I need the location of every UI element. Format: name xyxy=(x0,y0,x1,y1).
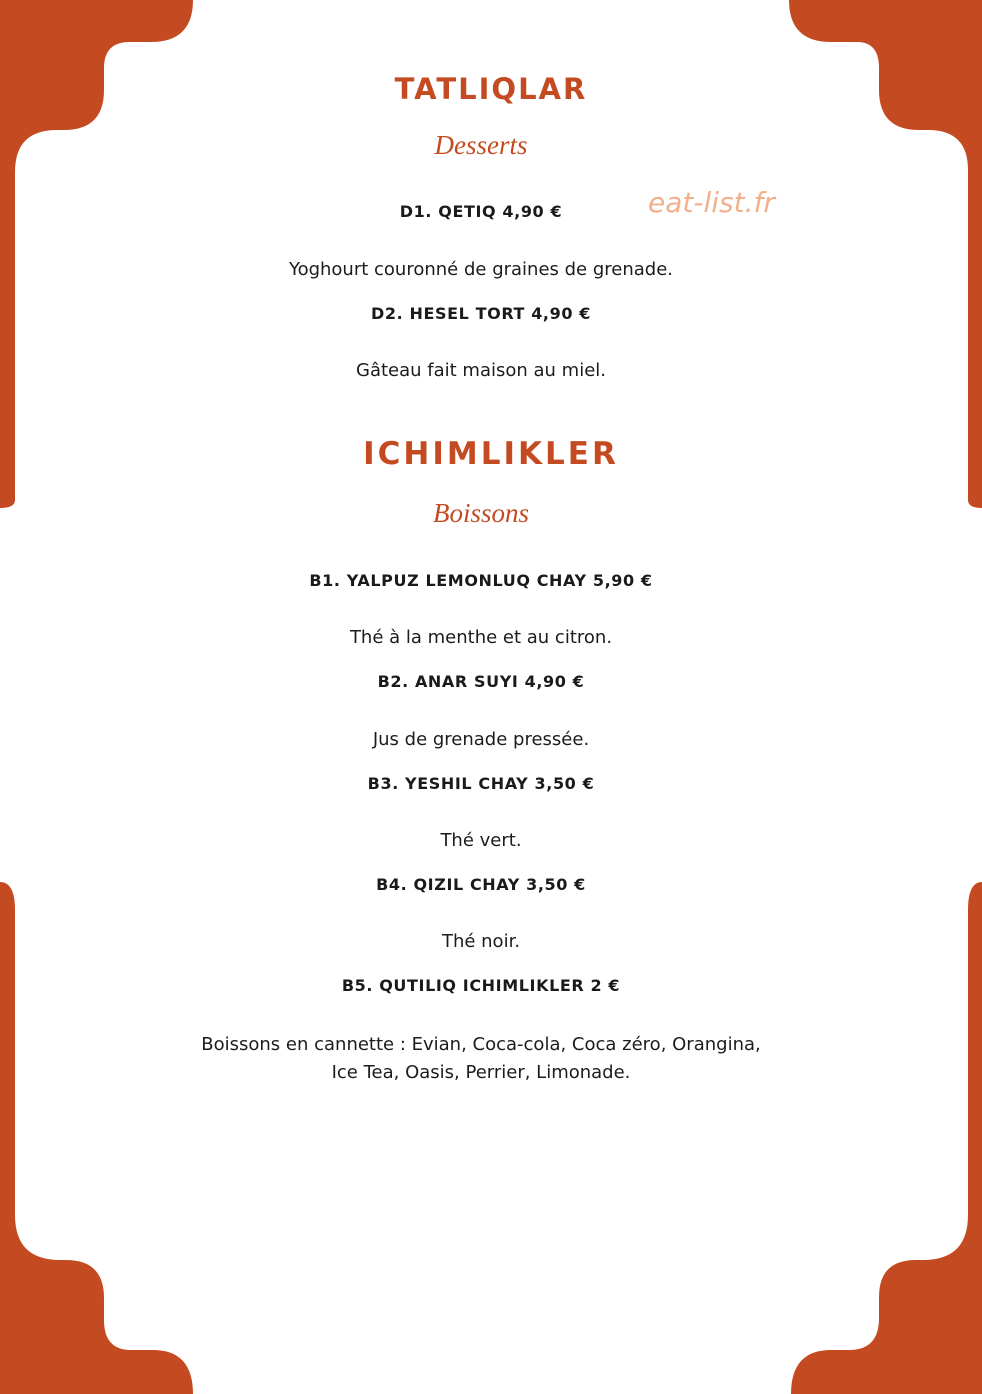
menu-item-description-line-2: Ice Tea, Oasis, Perrier, Limonade. xyxy=(331,1062,631,1083)
menu-item-name: B5. QUTILIQ ICHIMLIKLER 2 € xyxy=(341,976,621,995)
menu-item-description: Yoghourt couronné de graines de grenade. xyxy=(288,259,674,280)
section-title-drinks: ICHIMLIKLER xyxy=(363,436,619,472)
menu-item-description-line-1: Boissons en cannette : Evian, Coca-cola, Coca zéro, Orangina, xyxy=(201,1034,761,1055)
menu-item-name: B4. QIZIL CHAY 3,50 € xyxy=(376,875,586,894)
menu-item-description: Thé noir. xyxy=(441,931,521,952)
menu-item-name: D1. QETIQ 4,90 € xyxy=(399,202,563,221)
section-title-desserts: TATLIQLAR xyxy=(394,72,588,106)
menu-item-description: Jus de grenade pressée. xyxy=(372,729,590,750)
menu-item-name: D2. HESEL TORT 4,90 € xyxy=(371,304,591,323)
menu-item-name: B2. ANAR SUYI 4,90 € xyxy=(377,672,585,691)
section-subtitle-drinks: Boissons xyxy=(432,498,530,528)
section-subtitle-desserts: Desserts xyxy=(434,130,528,160)
menu-item-description: Thé à la menthe et au citron. xyxy=(349,627,613,648)
menu-item-name: B1. YALPUZ LEMONLUQ CHAY 5,90 € xyxy=(309,571,653,590)
watermark-text: eat-list.fr xyxy=(648,186,775,219)
menu-item-description: Gâteau fait maison au miel. xyxy=(356,360,606,381)
menu-item-name: B3. YESHIL CHAY 3,50 € xyxy=(367,774,595,793)
menu-item-description: Thé vert. xyxy=(440,830,522,851)
